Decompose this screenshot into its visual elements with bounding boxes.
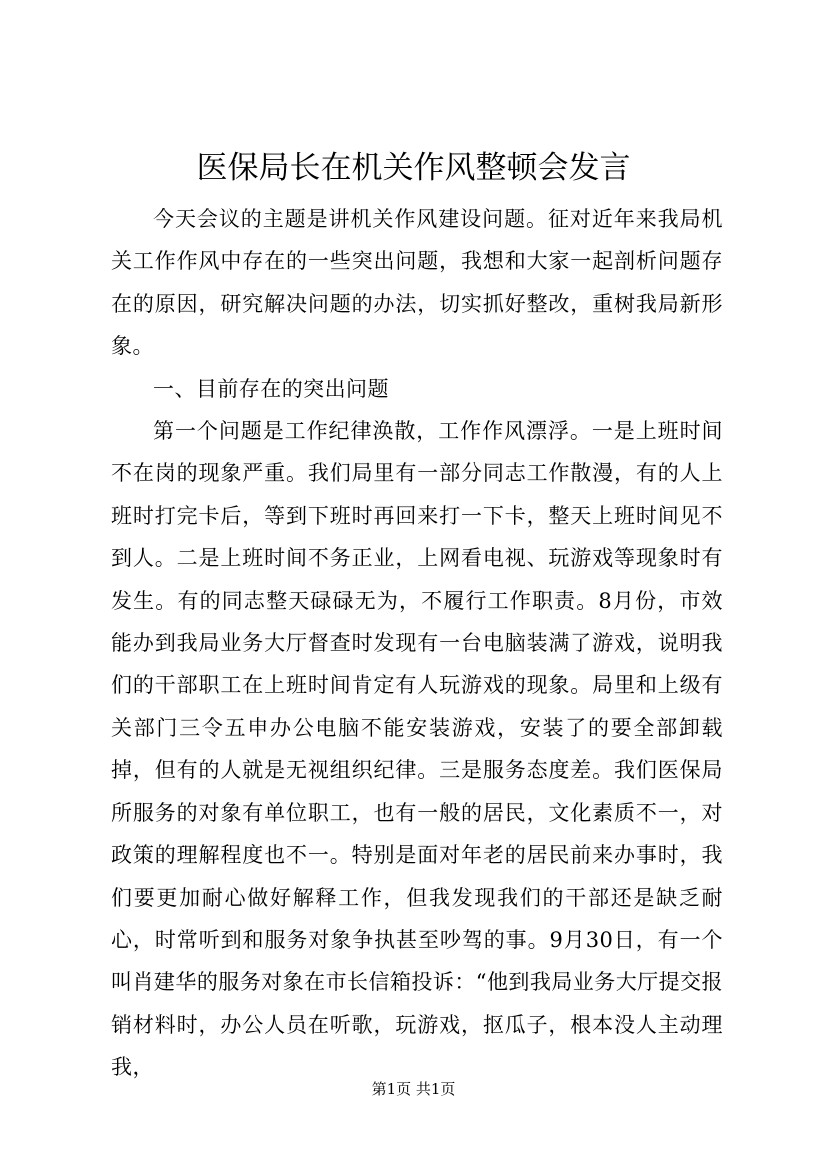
page-footer: 第1页 共1页 <box>371 1080 456 1098</box>
document-body <box>111 198 723 1089</box>
section-heading: 一、目前存在的突出问题 <box>153 376 389 401</box>
body-paragraph-problem-one: 第一个问题是工作纪律涣散，工作作风漂浮。一是上班时间不在岗的现象严重。我们局里有一部分同志工作散漫，有的人上班时打完卡后，等到下班时再回来打一下卡，整天上班时间见不到人。二是上班时间不务正业，上网看电视、玩游戏等现象时有发生。有的同志整天碌碌无为，不履行工作职责。8月份，市效能办到我局业务大厅督查时发现有一台电脑装满了游戏，说明我们的干部职工在上班时间肯定有人玩游戏的现象。局里和上级有关部门三令五申办公电脑不能安装游戏，安装了的要全部卸载掉，但有的人就是无视组织纪律。三是服务态度差。我们医保局所服务的对象有单位职工，也有一般的居民，文化素质不一，对政策的理解程度也不一。特别是面对年老的居民前来办事时，我们要更加耐心做好解释工作，但我发现我们的干部还是缺乏耐心，时常听到和服务对象争执甚至吵驾的事。9月30日，有一个叫肖建华的服务对象在市长信箱投诉：“他到我局业务大厅提交报销材料时，办公人员在听歌，玩游戏，抠瓜子，根本没人主动理我， <box>111 419 723 1080</box>
document-title: 医保局长在机关作风整顿会发言 <box>196 150 631 186</box>
body-paragraph-intro: 今天会议的主题是讲机关作风建设问题。征对近年来我局机关工作作风中存在的一些突出问题，我想和大家一起剖析问题存在的原因，研究解决问题的办法，切实抓好整改，重树我局新形象。 <box>111 207 723 359</box>
